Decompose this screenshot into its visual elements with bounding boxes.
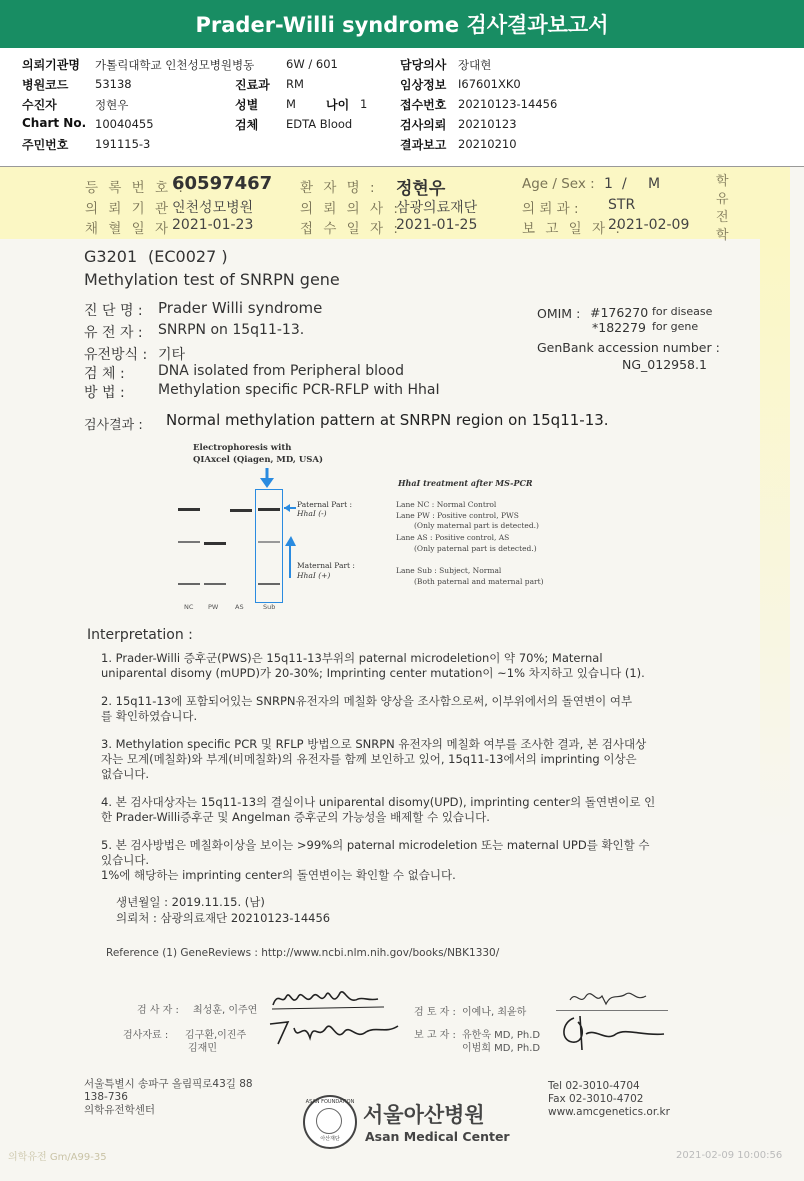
- genbank: NG_012958.1: [622, 357, 707, 372]
- value-age: 1: [360, 97, 368, 111]
- address-line-2: 138-736: [84, 1091, 128, 1103]
- hospital-name-kr: 서울아산병원: [363, 1103, 485, 1127]
- omim-disease: #176270: [590, 305, 649, 320]
- collect-date: 2021-01-23: [172, 217, 254, 233]
- label-accession: 접수번호: [400, 98, 447, 112]
- responsible-1: 김구환,이진주: [185, 1030, 247, 1041]
- side-band: [760, 239, 790, 839]
- legend-line-6: Lane Sub : Subject, Normal: [396, 566, 502, 575]
- reg-no: 60597467: [172, 173, 273, 194]
- legend-line-2: Lane PW : Positive control, PWS: [396, 511, 519, 520]
- paternal-label: Paternal Part :: [297, 500, 352, 509]
- legend-title: HhaI treatment after MS-PCR: [398, 478, 533, 488]
- label-clinical-info: 임상정보: [400, 78, 447, 92]
- label-result-report: 결과보고: [400, 138, 447, 152]
- responsible-label: 검사자료 :: [123, 1030, 169, 1041]
- specimen: DNA isolated from Peripheral blood: [158, 363, 405, 379]
- report-date: 2021-02-09: [608, 217, 690, 233]
- value-resident-no: 191115-3: [95, 137, 151, 151]
- interpretation-item-2: 2. 15q11-13에 포함되어있는 SNRPN유전자의 메칠화 양상을 조사함으로써, 이부위에서의 돌연변이 여부 를 확인하였습니다.: [101, 694, 633, 723]
- dept-label: 의 뢰 과 :: [522, 201, 579, 217]
- side-char-3: 전: [716, 210, 729, 225]
- req-inst: 인천성모병원: [172, 200, 254, 216]
- lane-nc-paternal-band: [178, 508, 200, 511]
- lane-label-pw: PW: [208, 603, 219, 611]
- hospital-name-en: Asan Medical Center: [365, 1129, 510, 1144]
- label-chart-no: Chart No.: [22, 116, 87, 130]
- side-char-2: 유: [716, 192, 729, 207]
- label-hospital-code: 병원코드: [22, 78, 69, 92]
- label-test-request: 검사의뢰: [400, 118, 447, 132]
- inherit-label: 유전방식 :: [84, 347, 148, 363]
- omim-label: OMIM :: [537, 306, 581, 321]
- lane-nc-maternal-band: [178, 541, 200, 543]
- side-char-1: 학: [716, 174, 729, 189]
- legend-line-1: Lane NC : Normal Control: [396, 500, 497, 509]
- print-timestamp: 2021-02-09 10:00:56: [676, 1150, 783, 1161]
- legend-line-5: (Only paternal part is detected.): [414, 544, 537, 553]
- maternal-label: Maternal Part :: [297, 561, 355, 570]
- legend-line-7: (Both paternal and maternal part): [414, 577, 544, 586]
- receipt-label: 접 수 일 자 :: [300, 221, 401, 237]
- header-info: [0, 48, 804, 167]
- asan-foundation-seal: ASAN FOUNDATION 아산재단: [303, 1095, 357, 1149]
- center-name: 의학유전학센터: [84, 1104, 156, 1116]
- paternal-hhai: HhaI (-): [297, 509, 327, 518]
- dept-value: STR: [608, 197, 636, 213]
- label-sex: 성별: [235, 98, 259, 112]
- tester: 최성훈, 이주연: [193, 1005, 258, 1016]
- value-sex: M: [286, 97, 296, 111]
- value-result-report: 20210210: [458, 137, 517, 151]
- responsible-2: 김재민: [188, 1043, 217, 1054]
- value-test-request: 20210123: [458, 117, 517, 131]
- birth-date: 생년월일 : 2019.11.15. (남): [116, 895, 265, 909]
- value-specimen: EDTA Blood: [286, 117, 353, 131]
- responsible-signature: [266, 1014, 406, 1048]
- patient-name: 정현우: [396, 179, 446, 199]
- result: Normal methylation pattern at SNRPN region on 15q11-13.: [166, 411, 609, 429]
- diagnosis: Prader Willi syndrome: [158, 299, 323, 317]
- lane-label-sub: Sub: [263, 603, 276, 611]
- gene-label: 유 전 자 :: [84, 325, 143, 341]
- address-line-1: 서울특별시 송파구 올림픽로43길 88: [84, 1078, 253, 1090]
- value-dept: RM: [286, 77, 304, 91]
- value-patient: 정현우: [95, 98, 129, 112]
- age-value: 1: [604, 176, 613, 192]
- interpretation-item-5: 5. 본 검사방법은 메칠화이상을 보이는 >99%의 paternal microdeletion 또는 maternal UPD를 확인할 수 있습니다. 1%에 해당하는 imprinting center의 돌연변이는 확인할 수 없습니다.: [101, 838, 650, 882]
- label-request-inst: 의뢰기관명: [22, 58, 80, 72]
- patient-label: 환 자 명 :: [300, 180, 378, 196]
- label-resident-no: 주민번호: [22, 138, 69, 152]
- omim-gene: *182279: [592, 320, 646, 335]
- collect-label: 채 혈 일 자: [85, 221, 172, 237]
- test-code: G3201: [84, 247, 138, 266]
- value-accession: 20210123-14456: [458, 97, 558, 111]
- value-clinical-info: I67601XK0: [458, 77, 521, 91]
- form-number: 의학유전 Gm/A99-35: [8, 1152, 107, 1163]
- label-patient: 수진자: [22, 98, 57, 112]
- reviewer-signature: [566, 986, 656, 1012]
- req-doc: 삼광의료재단: [396, 200, 478, 216]
- interpretation-item-4: 4. 본 검사대상자는 15q11-13의 결실이나 uniparental disomy(UPD), imprinting center의 돌연변이로 인 한 Prader-Willi증후군 및 Angelman 증후군의 가능성을 배제할 수 있습니다.: [101, 795, 656, 824]
- diagnosis-label: 진 단 명 :: [84, 303, 143, 319]
- reporter-2: 이범희 MD, Ph.D: [462, 1043, 541, 1054]
- website: www.amcgenetics.or.kr: [548, 1106, 670, 1118]
- maternal-hhai: HhaI (+): [297, 571, 331, 580]
- reporter-signature: [556, 1012, 676, 1052]
- report-title: Prader-Willi syndrome 검사결과보고서: [0, 0, 804, 51]
- req-doc-label: 의 뢰 의 사 :: [300, 201, 401, 217]
- receipt-date: 2021-01-25: [396, 217, 478, 233]
- side-char-4: 학: [716, 228, 729, 243]
- omim-gene-note: for gene: [652, 320, 699, 333]
- gel-title-2: QIAxcel (Qiagen, MD, USA): [193, 455, 323, 465]
- genbank-label: GenBank accession number :: [537, 340, 720, 355]
- lane-as-paternal-band: [230, 509, 252, 512]
- tester-signature: [268, 983, 388, 1015]
- tel: Tel 02-3010-4704: [548, 1080, 640, 1092]
- interpretation-title: Interpretation :: [87, 627, 193, 643]
- value-ward: 6W / 601: [286, 57, 338, 71]
- reporter-label: 보 고 자 :: [414, 1030, 456, 1041]
- lane-pw-maternal-band: [204, 542, 226, 545]
- test-name: Methylation test of SNRPN gene: [84, 270, 340, 289]
- method-label: 방 법 :: [84, 385, 125, 401]
- specimen-label: 검 체 :: [84, 366, 125, 382]
- req-inst-label: 의 뢰 기 관 :: [85, 201, 186, 217]
- label-dept: 진료과: [235, 78, 270, 92]
- lane-label-nc: NC: [184, 603, 194, 611]
- reg-no-label: 등 록 번 호 :: [85, 180, 186, 196]
- tester-label: 검 사 자 :: [137, 1005, 179, 1016]
- reporter-1: 유한욱 MD, Ph.D: [462, 1030, 541, 1041]
- test-code-2: (EC0027 ): [148, 247, 228, 266]
- lane-label-as: AS: [235, 603, 244, 611]
- fax: Fax 02-3010-4702: [548, 1093, 644, 1105]
- gel-title-1: Electrophoresis with: [193, 443, 292, 453]
- referral-institution: 의뢰처 : 삼광의료재단 20210123-14456: [116, 911, 331, 925]
- legend-line-4: Lane AS : Positive control, AS: [396, 533, 510, 542]
- reviewer-label: 검 토 자 :: [414, 1007, 456, 1018]
- legend-line-3: (Only maternal part is detected.): [414, 521, 539, 530]
- value-hospital-code: 53138: [95, 77, 132, 91]
- inherit: 기타: [158, 347, 186, 363]
- label-specimen: 검체: [235, 118, 259, 132]
- value-chart-no: 10040455: [95, 117, 154, 131]
- interpretation-item-1: 1. Prader-Willi 증후군(PWS)은 15q11-13부위의 paternal microdeletion이 약 70%; Maternal uniparental disomy (mUPD)가 20-30%; Imprinting center mutation이 ~1% 차지하고 있습니다 (1).: [101, 651, 645, 680]
- reference: Reference (1) GeneReviews : http://www.ncbi.nlm.nih.gov/books/NBK1330/: [106, 947, 500, 959]
- method: Methylation specific PCR-RFLP with HhaI: [158, 382, 440, 398]
- value-request-inst: 가톨릭대학교 인천성모병원병동: [95, 58, 255, 72]
- gene: SNRPN on 15q11-13.: [158, 322, 305, 338]
- interpretation-item-3: 3. Methylation specific PCR 및 RFLP 방법으로 SNRPN 유전자의 메칠화 여부를 조사한 결과, 본 검사대상 자는 모계(메칠화)와 부계(비메칠화)의 유전자를 함께 보인하고 있어, 15q11-13에서의 imprinting 이상은 없습니다.: [101, 737, 647, 781]
- age-sex-label: Age / Sex :: [522, 176, 595, 192]
- report-date-label: 보 고 일 자 :: [522, 221, 623, 237]
- label-age: 나이: [326, 98, 350, 112]
- value-doctor: 장대현: [458, 58, 492, 72]
- reviewer: 이예나, 최윤하: [462, 1007, 527, 1018]
- result-label: 검사결과 :: [84, 418, 143, 433]
- label-doctor: 담당의사: [400, 58, 447, 72]
- sex-value: M: [648, 176, 661, 192]
- omim-disease-note: for disease: [652, 305, 713, 318]
